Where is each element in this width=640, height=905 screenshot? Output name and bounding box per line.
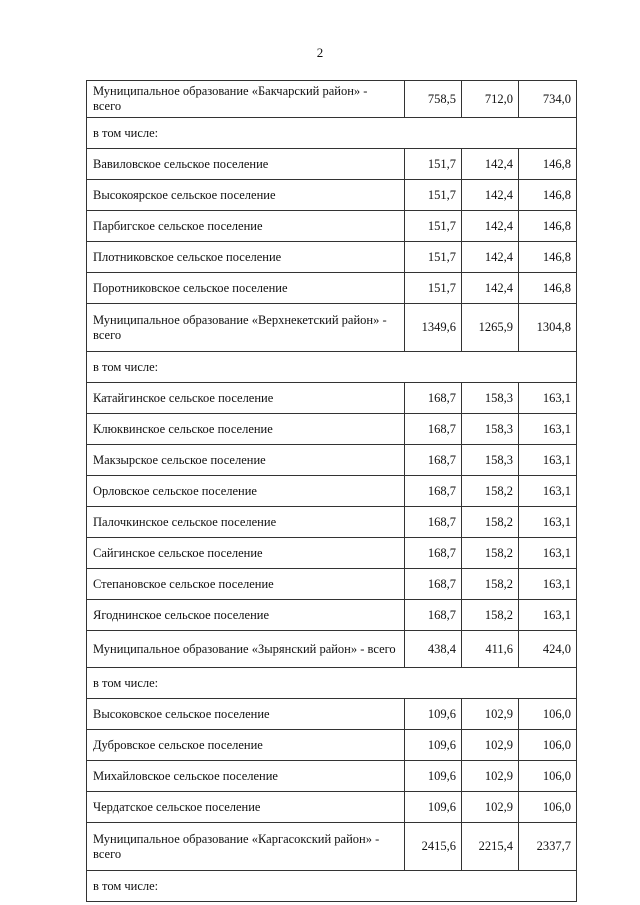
row-name: Плотниковское сельское поселение	[87, 242, 405, 273]
value-col-3: 106,0	[519, 730, 577, 761]
value-col-3: 146,8	[519, 180, 577, 211]
table-row	[87, 242, 577, 273]
value-col-3: 106,0	[519, 792, 577, 823]
table-row	[87, 149, 577, 180]
value-col-2: 142,4	[462, 211, 519, 242]
value-col-2: 411,6	[462, 631, 519, 668]
row-name: Сайгинское сельское поселение	[87, 538, 405, 569]
page-number: 2	[316, 45, 324, 60]
value-col-1: 151,7	[405, 180, 462, 211]
table-row	[87, 792, 577, 823]
row-name: Палочкинское сельское поселение	[87, 507, 405, 538]
value-col-1: 168,7	[405, 507, 462, 538]
value-col-3: 106,0	[519, 761, 577, 792]
value-col-2: 712,0	[462, 81, 519, 118]
value-col-3: 106,0	[519, 699, 577, 730]
value-col-1: 168,7	[405, 569, 462, 600]
value-col-2: 158,3	[462, 445, 519, 476]
table-row	[87, 476, 577, 507]
value-col-2: 158,3	[462, 383, 519, 414]
value-col-3: 163,1	[519, 507, 577, 538]
value-col-3: 146,8	[519, 242, 577, 273]
value-col-1: 151,7	[405, 149, 462, 180]
table-row	[87, 730, 577, 761]
value-col-1: 151,7	[405, 242, 462, 273]
row-name: Парбигское сельское поселение	[87, 211, 405, 242]
table-row	[87, 211, 577, 242]
value-col-3: 146,8	[519, 149, 577, 180]
value-col-1: 168,7	[405, 600, 462, 631]
row-name: Муниципальное образование «Каргасокский район» - всего	[87, 823, 405, 871]
value-col-2: 158,2	[462, 476, 519, 507]
table-row	[87, 668, 577, 699]
row-name: Катайгинское сельское поселение	[87, 383, 405, 414]
table-row	[87, 180, 577, 211]
row-name: Макзырское сельское поселение	[87, 445, 405, 476]
table-row	[87, 507, 577, 538]
value-col-3: 163,1	[519, 414, 577, 445]
table-row	[87, 631, 577, 668]
value-col-3: 146,8	[519, 211, 577, 242]
subheading: в том числе:	[87, 668, 577, 699]
value-col-3: 146,8	[519, 273, 577, 304]
value-col-1: 168,7	[405, 476, 462, 507]
value-col-3: 163,1	[519, 569, 577, 600]
value-col-2: 2215,4	[462, 823, 519, 871]
subheading: в том числе:	[87, 871, 577, 902]
table-row	[87, 538, 577, 569]
value-col-1: 168,7	[405, 445, 462, 476]
value-col-2: 102,9	[462, 730, 519, 761]
value-col-2: 158,2	[462, 600, 519, 631]
row-name: Муниципальное образование «Бакчарский район» - всего	[87, 81, 405, 118]
value-col-3: 163,1	[519, 445, 577, 476]
value-col-2: 142,4	[462, 149, 519, 180]
value-col-1: 758,5	[405, 81, 462, 118]
row-name: Муниципальное образование «Верхнекетский район» - всего	[87, 304, 405, 352]
row-name: Михайловское сельское поселение	[87, 761, 405, 792]
value-col-3: 163,1	[519, 383, 577, 414]
value-col-2: 158,3	[462, 414, 519, 445]
value-col-1: 109,6	[405, 761, 462, 792]
table-row	[87, 414, 577, 445]
value-col-2: 158,2	[462, 569, 519, 600]
value-col-1: 109,6	[405, 792, 462, 823]
row-name: Высоковское сельское поселение	[87, 699, 405, 730]
value-col-2: 158,2	[462, 507, 519, 538]
table-row	[87, 699, 577, 730]
table-row	[87, 304, 577, 352]
value-col-2: 102,9	[462, 761, 519, 792]
value-col-3: 163,1	[519, 538, 577, 569]
value-col-3: 2337,7	[519, 823, 577, 871]
row-name: Вавиловское сельское поселение	[87, 149, 405, 180]
table-row	[87, 81, 577, 118]
table-row	[87, 871, 577, 902]
value-col-1: 1349,6	[405, 304, 462, 352]
value-col-3: 163,1	[519, 600, 577, 631]
value-col-2: 158,2	[462, 538, 519, 569]
value-col-3: 734,0	[519, 81, 577, 118]
row-name: Чердатское сельское поселение	[87, 792, 405, 823]
value-col-1: 151,7	[405, 273, 462, 304]
table-row	[87, 823, 577, 871]
value-col-1: 2415,6	[405, 823, 462, 871]
value-col-3: 163,1	[519, 476, 577, 507]
value-col-1: 168,7	[405, 383, 462, 414]
value-col-2: 142,4	[462, 273, 519, 304]
value-col-3: 424,0	[519, 631, 577, 668]
value-col-2: 102,9	[462, 699, 519, 730]
value-col-2: 1265,9	[462, 304, 519, 352]
subheading: в том числе:	[87, 352, 577, 383]
value-col-1: 109,6	[405, 699, 462, 730]
row-name: Ягоднинское сельское поселение	[87, 600, 405, 631]
table-row	[87, 118, 577, 149]
value-col-2: 102,9	[462, 792, 519, 823]
table-row	[87, 761, 577, 792]
table-row	[87, 569, 577, 600]
table-row	[87, 273, 577, 304]
value-col-1: 109,6	[405, 730, 462, 761]
value-col-1: 168,7	[405, 538, 462, 569]
value-col-2: 142,4	[462, 180, 519, 211]
value-col-2: 142,4	[462, 242, 519, 273]
subheading: в том числе:	[87, 118, 577, 149]
row-name: Муниципальное образование «Зырянский район» - всего	[87, 631, 405, 668]
row-name: Орловское сельское поселение	[87, 476, 405, 507]
table-row	[87, 383, 577, 414]
row-name: Высокоярское сельское поселение	[87, 180, 405, 211]
row-name: Дубровское сельское поселение	[87, 730, 405, 761]
value-col-3: 1304,8	[519, 304, 577, 352]
table-row	[87, 352, 577, 383]
table-row	[87, 445, 577, 476]
row-name: Клюквинское сельское поселение	[87, 414, 405, 445]
row-name: Степановское сельское поселение	[87, 569, 405, 600]
value-col-1: 168,7	[405, 414, 462, 445]
table-row	[87, 600, 577, 631]
budget-table	[86, 80, 577, 902]
row-name: Поротниковское сельское поселение	[87, 273, 405, 304]
value-col-1: 438,4	[405, 631, 462, 668]
value-col-1: 151,7	[405, 211, 462, 242]
